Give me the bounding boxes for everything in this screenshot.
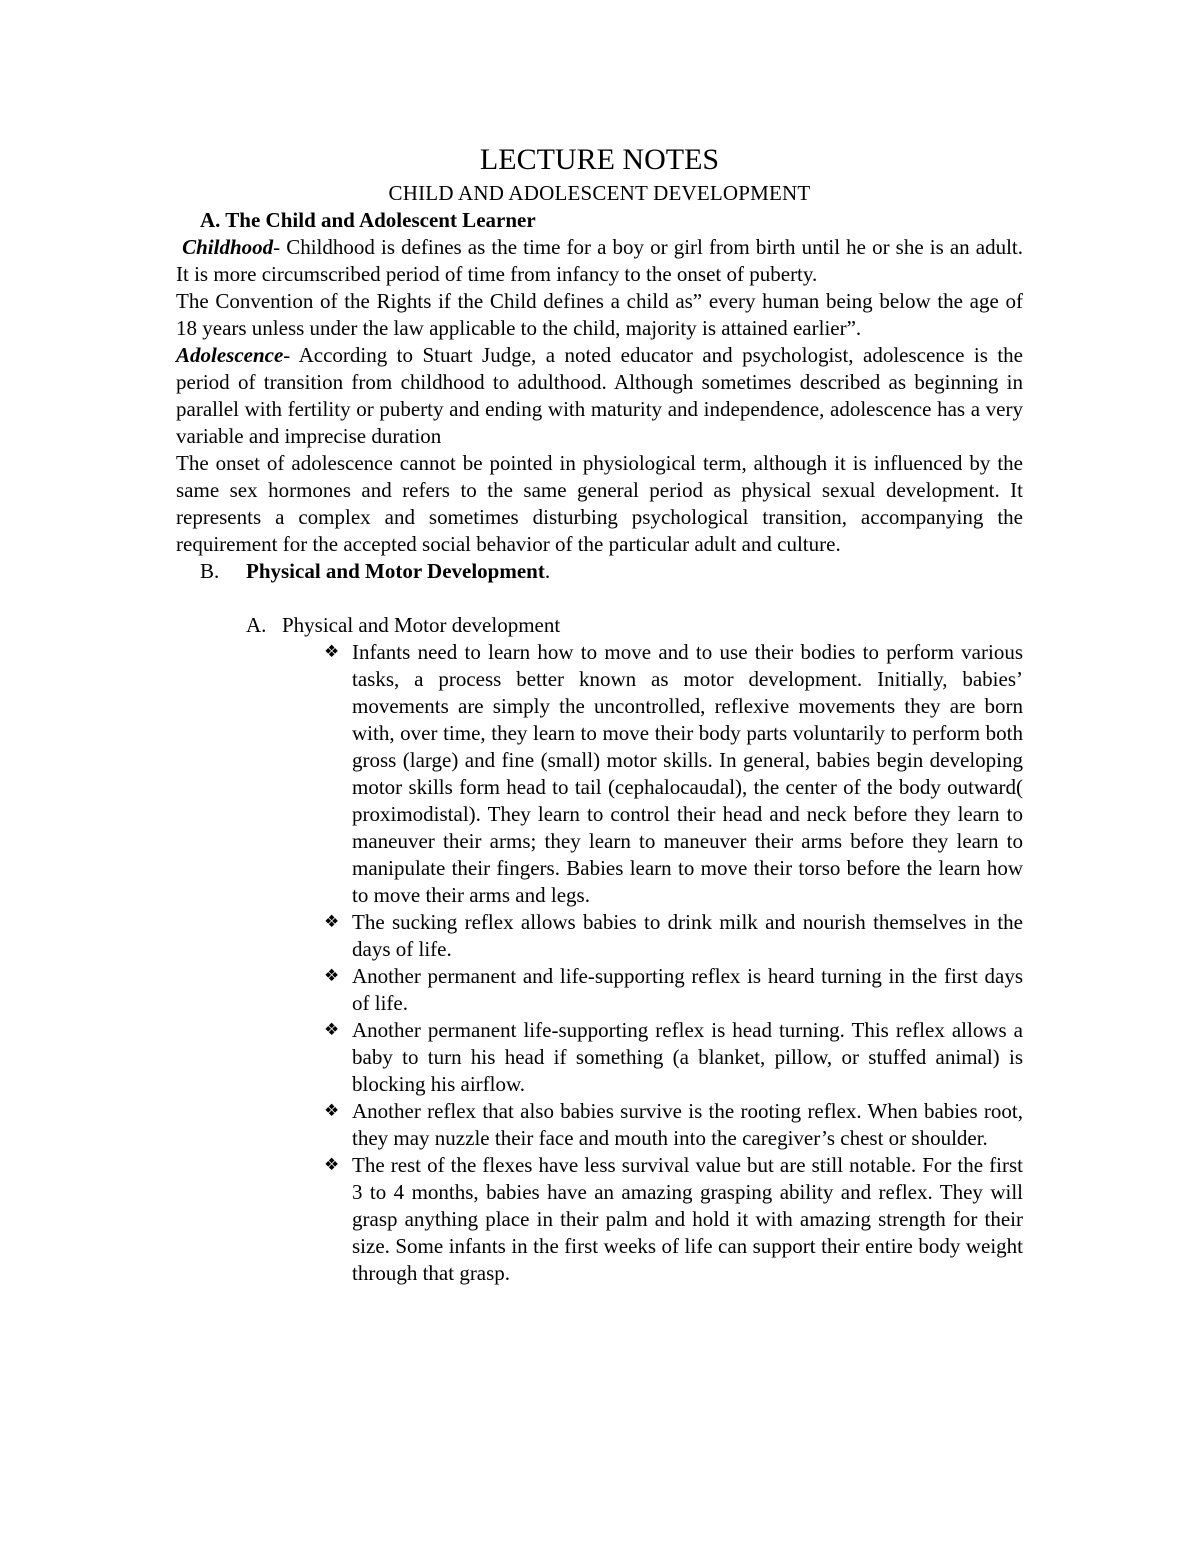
subsection-a-heading — [246, 612, 1023, 639]
document-page — [176, 140, 1023, 1287]
section-a-title: The Child and Adolescent Learner — [225, 208, 536, 232]
diamond-bullet-icon: ❖ — [324, 912, 340, 932]
section-a-heading — [200, 207, 1023, 234]
list-item: ❖ Infants need to learn how to move and to use their bodies to perform various tasks, a process better known as motor development. Initially, babies’ movements are simply the uncontrolled, reflexive movements they are born with, over time, they learn to move their body parts voluntarily to perform both gross (large) and fine (small) motor skills. In general, babies begin developing motor skills form head to tail (cephalocaudal), the center of the body outward( proximodistal). They learn to control their head and neck before they learn to maneuver their arms; they learn to maneuver their arms before they learn to manipulate their fingers. Babies learn to move their torso before the learn how to move their arms and legs. — [324, 640, 1023, 907]
list-item: ❖ The rest of the flexes have less survival value but are still notable. For the first 3 to 4 months, babies have an amazing grasping ability and reflex. They will grasp anything place in their palm and hold it with amazing strength for their size. Some infants in the first weeks of life can support their entire body weight through that grasp. — [324, 1153, 1023, 1285]
list-item: ❖ Another permanent and life-supporting reflex is heard turning in the first days of life. — [324, 964, 1023, 1015]
section-a-label: A. — [200, 208, 221, 232]
diamond-bullet-icon: ❖ — [324, 1155, 340, 1175]
subsection-a-label: A. — [246, 613, 267, 637]
diamond-bullet-icon: ❖ — [324, 642, 340, 662]
onset-paragraph: The onset of adolescence cannot be pointed in physiological term, although it is influenced by the same sex hormones and refers to the same general period as physical sexual development. It represents a complex and sometimes disturbing psychological transition, accompanying the requirement for the accepted social behavior of the particular adult and culture. — [176, 451, 1023, 556]
adolescence-text: - According to Stuart Judge, a noted educator and psychologist, adolescence is the period of transition from childhood to adulthood. Although sometimes described as beginning in parallel with fertility or puberty and ending with maturity and independence, adolescence has a very variable and imprecise duration — [176, 343, 1023, 448]
convention-paragraph: The Convention of the Rights if the Child defines a child as” every human being below the age of 18 years unless under the law applicable to the child, majority is attained earlier”. — [176, 289, 1023, 340]
section-b-period: . — [544, 559, 551, 583]
diamond-bullet-icon: ❖ — [324, 1020, 340, 1040]
reflex-bullet-list — [176, 639, 1023, 1287]
section-b-title: Physical and Motor Development — [246, 559, 545, 583]
adolescence-term: Adolescence — [176, 343, 284, 367]
adolescence-paragraph — [176, 342, 1023, 450]
diamond-bullet-icon: ❖ — [324, 966, 340, 986]
childhood-term: Childhood — [182, 235, 274, 259]
diamond-bullet-icon: ❖ — [324, 1101, 340, 1121]
list-item: ❖ The sucking reflex allows babies to drink milk and nourish themselves in the days of life. — [324, 910, 1023, 961]
list-item: ❖ Another permanent life-supporting reflex is head turning. This reflex allows a baby to turn his head if something (a blanket, pillow, or stuffed animal) is blocking his airflow. — [324, 1018, 1023, 1096]
page-subtitle: CHILD AND ADOLESCENT DEVELOPMENT — [388, 181, 811, 205]
page-title: LECTURE NOTES — [479, 143, 720, 176]
subsection-a-title: Physical and Motor development — [282, 613, 561, 637]
list-item: ❖ Another reflex that also babies survive is the rooting reflex. When babies root, they may nuzzle their face and mouth into the caregiver’s chest or shoulder. — [324, 1099, 1023, 1150]
section-b-heading — [200, 558, 1023, 585]
section-b-label: B. — [200, 559, 220, 583]
childhood-text: - Childhood is defines as the time for a boy or girl from birth until he or she is an adult. It is more circumscribed period of time from infancy to the onset of puberty. — [176, 235, 1023, 286]
childhood-paragraph — [176, 234, 1023, 288]
